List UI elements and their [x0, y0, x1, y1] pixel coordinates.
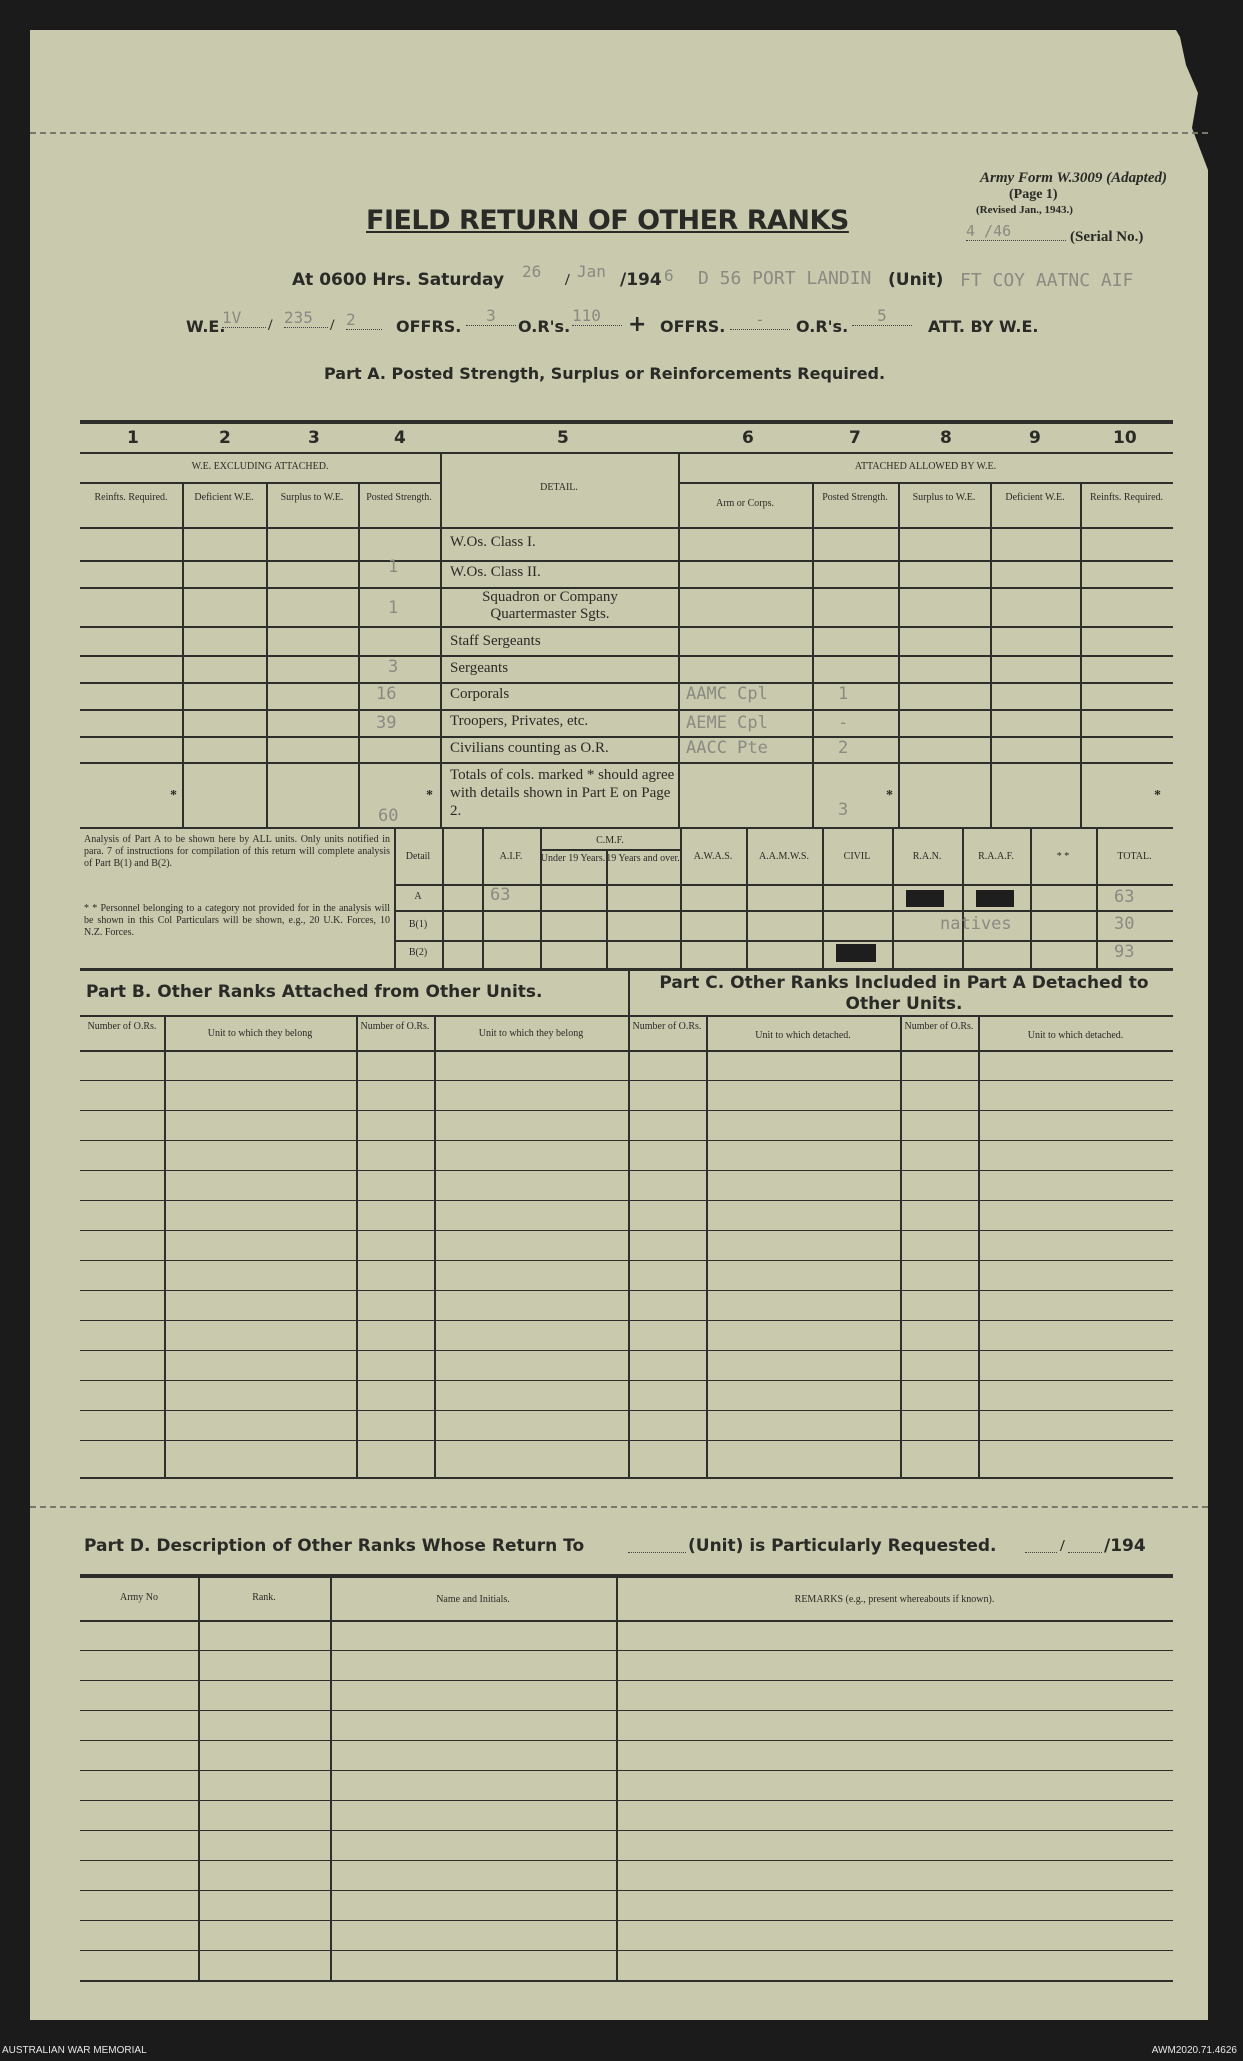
col-num-7: 7 [849, 428, 861, 448]
part-c-title: Part C. Other Ranks Included in Part A Detached to Other Units. [659, 973, 1149, 1014]
unit-value-2: FT COY AATNC AIF [960, 270, 1134, 291]
we-value-1: 1V [222, 308, 266, 328]
subheader-surplus-att: Surplus to W.E. [912, 492, 976, 503]
analysis-header-aamws: A.A.M.W.S. [759, 851, 809, 862]
analysis-natives: natives [940, 914, 1012, 934]
col-num-5: 5 [557, 428, 569, 448]
serial-value: 4 /46 [966, 222, 1066, 241]
perforation-top [30, 132, 1208, 134]
subheader-deficient: Deficient W.E. [194, 492, 254, 503]
part-c-header-4: Unit to which detached. [1027, 1030, 1124, 1041]
at-label: At 0600 Hrs. Saturday [292, 270, 505, 290]
detail-row-2: W.Os. Class II. [450, 564, 541, 580]
total-b2: 93 [1114, 942, 1135, 962]
offrs-value: 3 [466, 306, 516, 326]
unit-value: D 56 PORT LANDIN [698, 268, 872, 289]
unit-label: (Unit) [888, 270, 944, 290]
analysis-header-cmf: C.M.F. [596, 835, 624, 846]
part-d-header-rank: Rank. [252, 1592, 276, 1603]
detail-row-5: Sergeants [450, 660, 509, 676]
subheader-surplus: Surplus to W.E. [280, 492, 344, 503]
part-c-header-3: Number of O.Rs. [904, 1021, 974, 1032]
detail-row-8: Civilians counting as O.R. [450, 740, 609, 756]
form-title: FIELD RETURN OF OTHER RANKS [366, 205, 849, 236]
analysis-header-aif: A.I.F. [499, 851, 523, 862]
analysis-cmf-over19: 19 Years and over. [606, 853, 680, 864]
part-b-header-1: Number of O.Rs. [87, 1021, 157, 1032]
analysis-header-other: * * [1056, 851, 1070, 862]
analysis-header-awas: A.W.A.S. [693, 851, 733, 862]
detail-row-7: Troopers, Privates, etc. [450, 713, 589, 729]
redaction-ran [906, 890, 944, 907]
detail-header: DETAIL. [540, 482, 578, 493]
posted-privates: 39 [376, 713, 397, 733]
col-num-2: 2 [219, 428, 231, 448]
year-prefix: /194 [620, 270, 662, 290]
col-num-1: 1 [127, 428, 139, 448]
star-7: * [886, 788, 893, 803]
detail-row-9: Totals of cols. marked * should agree with details shown in Part E on Page 2. [450, 767, 675, 819]
posted-att-row-6: 1 [838, 684, 849, 704]
posted-att-row-8: 2 [838, 738, 849, 758]
part-d-header-remarks: REMARKS (e.g., present whereabouts if known). [794, 1594, 995, 1605]
year-suffix: 6 [664, 266, 674, 285]
part-b-header-4: Unit to which they belong [478, 1028, 584, 1039]
col-num-4: 4 [394, 428, 406, 448]
subheader-reinfts-att: Reinfts. Required. [1089, 492, 1164, 503]
we-value-3: 2 [346, 310, 382, 330]
part-b-title: Part B. Other Ranks Attached from Other Units. [86, 982, 543, 1002]
subheader-posted-att: Posted Strength. [822, 492, 888, 503]
ors-label: O.R's. [518, 317, 571, 336]
col-num-10: 10 [1113, 428, 1137, 448]
analysis-note-2: * * Personnel belonging to a category not provided for in the analysis will be shown in this Col Particulars will be shown, e.g., 20 U.K. Forces, 10 N.Z. Forces. [84, 903, 390, 938]
arm-row-6: AAMC Cpl [686, 684, 768, 704]
analysis-note-1: Analysis of Part A to be shown here by ALL units. Only units notified in para. 7 of instructions for compilation of this return will complete analysis of Part B(1) and B(2). [84, 834, 390, 869]
ors-value: 110 [572, 306, 622, 326]
detail-row-6: Corporals [450, 686, 510, 702]
part-b-header-2: Unit to which they belong [207, 1028, 313, 1039]
serial-label: (Serial No.) [1070, 229, 1144, 245]
posted-wo2: 1 [388, 557, 399, 577]
analysis-header-detail: Detail [405, 851, 431, 862]
posted-att-row-7: - [838, 713, 849, 733]
star-1: * [170, 788, 177, 803]
posted-total: 60 [378, 806, 399, 826]
part-a-title: Part A. Posted Strength, Surplus or Reinforcements Required. [324, 364, 886, 383]
analysis-aif-a: 63 [490, 885, 511, 905]
ors2-label: O.R's. [796, 317, 849, 336]
posted-att-total: 3 [838, 800, 849, 820]
footer-accession-id: AWM2020.71.4626 [1151, 2045, 1237, 2056]
offrs-label: OFFRS. [396, 317, 462, 336]
posted-cqms: 1 [388, 598, 399, 618]
col-num-8: 8 [940, 428, 952, 448]
offrs2-value: - [730, 310, 790, 330]
arm-row-7: AEME Cpl [686, 713, 768, 733]
col-num-9: 9 [1029, 428, 1041, 448]
we-label: W.E. [186, 317, 226, 336]
detail-row-3: Squadron or Company Quartermaster Sgts. [482, 589, 618, 622]
day-value: 26 [522, 262, 542, 281]
analysis-cmf-under19: Under 19 Years. [540, 853, 606, 864]
subheader-posted: Posted Strength. [366, 492, 432, 503]
redaction-raaf [976, 890, 1014, 907]
redaction-civil-b2 [836, 944, 876, 962]
analysis-row-b1: B(1) [408, 919, 428, 930]
detail-row-4: Staff Sergeants [450, 633, 541, 649]
analysis-header-ran: R.A.N. [912, 851, 942, 862]
analysis-header-raaf: R.A.A.F. [978, 851, 1014, 862]
page-number: (Page 1) [1009, 187, 1058, 202]
subheader-arm: Arm or Corps. [715, 498, 775, 509]
revised-date: (Revised Jan., 1943.) [976, 204, 1073, 216]
att-label: ATT. BY W.E. [928, 317, 1039, 336]
analysis-header-civil: CIVIL [843, 851, 871, 862]
we-value-2: 235 [284, 308, 328, 328]
month-value: Jan [577, 262, 606, 281]
part-d-header-name: Name and Initials. [436, 1594, 510, 1605]
group-left-header: W.E. EXCLUDING ATTACHED. [191, 461, 329, 472]
total-a: 63 [1114, 887, 1135, 907]
analysis-row-b2: B(2) [408, 947, 428, 958]
part-d-title-b: (Unit) is Particularly Requested. [688, 1536, 997, 1556]
col-num-6: 6 [742, 428, 754, 448]
posted-sergeants: 3 [388, 657, 399, 677]
ors2-value: 5 [852, 306, 912, 326]
plus-sign: + [628, 312, 647, 337]
part-d-title: Part D. Description of Other Ranks Whose Return To [84, 1536, 585, 1556]
offrs2-label: OFFRS. [660, 317, 726, 336]
posted-corporals: 16 [376, 684, 397, 704]
detail-row-1: W.Os. Class I. [450, 534, 536, 550]
subheader-reinfts: Reinfts. Required. [94, 492, 168, 503]
form-number: Army Form W.3009 (Adapted) [980, 170, 1167, 186]
part-c-header-2: Unit to which detached. [755, 1030, 851, 1041]
group-right-header: ATTACHED ALLOWED BY W.E. [854, 461, 997, 472]
star-10: * [1154, 788, 1161, 803]
arm-row-8: AACC Pte [686, 738, 768, 758]
part-d-header-army-no: Army No [119, 1592, 159, 1603]
star-4: * [426, 788, 433, 803]
part-c-header-1: Number of O.Rs. [632, 1021, 702, 1032]
total-b1: 30 [1114, 914, 1135, 934]
perforation-middle [30, 1506, 1208, 1508]
col-num-3: 3 [308, 428, 320, 448]
footer-source: AUSTRALIAN WAR MEMORIAL [2, 2045, 147, 2056]
analysis-row-a: A [414, 891, 422, 902]
part-d-date: /194 [1104, 1536, 1146, 1556]
subheader-deficient-att: Deficient W.E. [1005, 492, 1065, 503]
part-b-header-3: Number of O.Rs. [360, 1021, 430, 1032]
analysis-header-total: TOTAL. [1117, 851, 1152, 862]
